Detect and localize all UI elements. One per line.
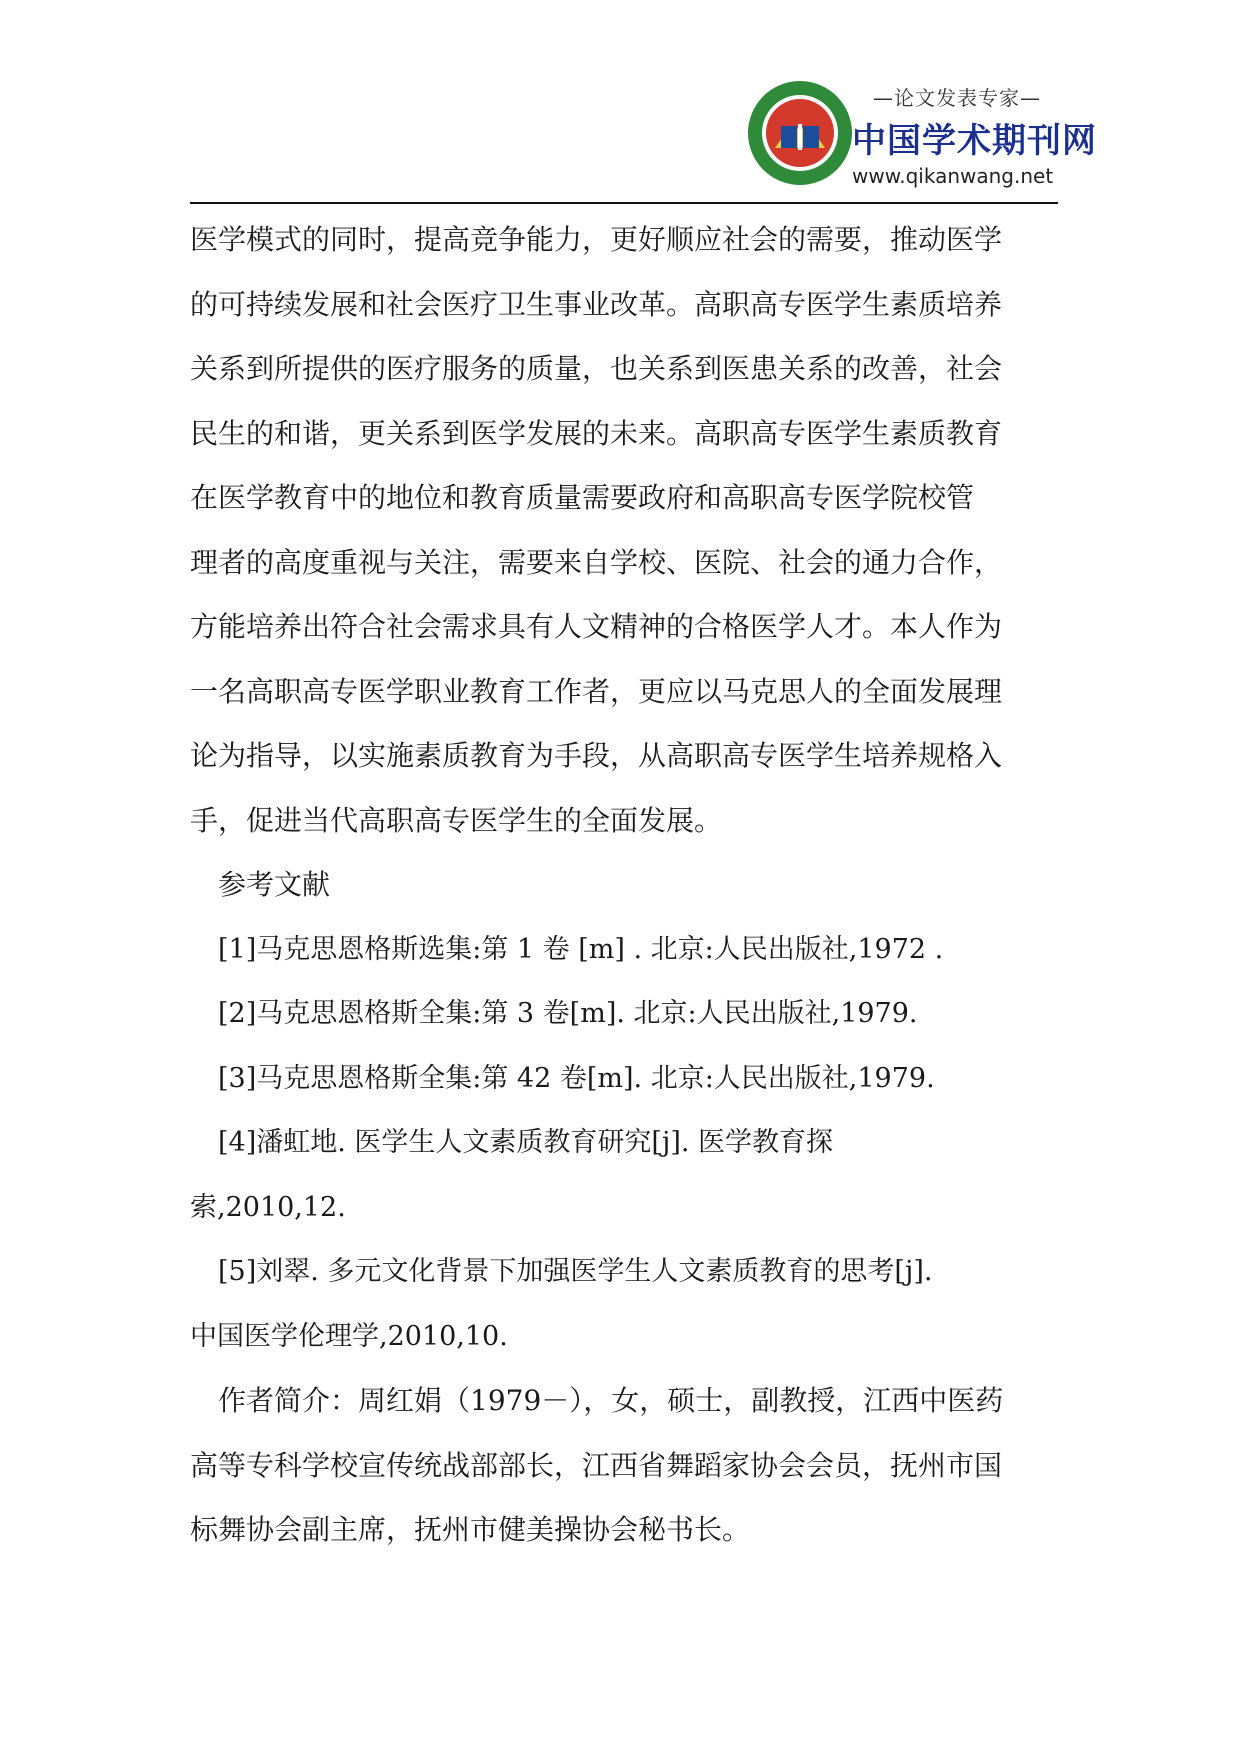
- paragraph-line: 理者的高度重视与关注，需要来自学校、医院、社会的通力合作，: [190, 545, 1003, 579]
- author-bio-line: 高等专科学校宣传统战部部长，江西省舞蹈家协会会员，抚州市国: [190, 1448, 1003, 1482]
- paragraph-line: 关系到所提供的医疗服务的质量，也关系到医患关系的改善，社会: [190, 352, 1003, 385]
- logo-site-name: 中国学术期刊网: [852, 121, 1097, 161]
- references-list: [190, 918, 1050, 1370]
- paragraph-line: 民生的和谐，更关系到医学发展的未来。高职高专医学生素质教育: [190, 416, 1003, 450]
- reference-item-5-continuation: 中国医学伦理学,2010,10.: [190, 1320, 508, 1352]
- author-bio: [190, 1369, 1050, 1563]
- paragraph-line: 一名高职高专医学职业教育工作者，更应以马克思人的全面发展理: [190, 674, 1003, 708]
- reference-item-4-continuation: 索,2010,12.: [190, 1191, 346, 1223]
- reference-item-1: [1]马克思恩格斯选集:第 1 卷 [m] . 北京:人民出版社,1972 .: [218, 933, 944, 965]
- document-body: [190, 208, 1050, 1563]
- reference-item-2: [2]马克思恩格斯全集:第 3 卷[m]. 北京:人民出版社,1979.: [218, 998, 918, 1029]
- page-header: [190, 70, 1097, 202]
- header-divider: [190, 202, 1058, 204]
- qikanwang-logo-emblem: [745, 78, 855, 188]
- reference-item-4: [4]潘虹地. 医学生人文素质教育研究[j]. 医学教育探: [218, 1127, 834, 1158]
- logo-slogan: —论文发表专家—: [873, 86, 1041, 110]
- paragraph-line: 手，促进当代高职高专医学生的全面发展。: [190, 803, 723, 837]
- qikanwang-logo-text: [852, 82, 1097, 188]
- references-heading: 参考文献: [218, 868, 331, 901]
- body-paragraph: [190, 208, 1050, 853]
- paragraph-line: 的可持续发展和社会医疗卫生事业改革。高职高专医学生素质培养: [190, 287, 1003, 321]
- reference-item-3: [3]马克思恩格斯全集:第 42 卷[m]. 北京:人民出版社,1979.: [218, 1062, 935, 1094]
- reference-item-5: [5]刘翠. 多元文化背景下加强医学生人文素质教育的思考[j].: [218, 1256, 933, 1287]
- author-bio-line: 标舞协会副主席，抚州市健美操协会秘书长。: [190, 1513, 751, 1546]
- paragraph-line: 医学模式的同时，提高竞争能力，更好顺应社会的需要，推动医学: [190, 223, 1003, 256]
- paragraph-line: 方能培养出符合社会需求具有人文精神的合格医学人才。本人作为: [190, 610, 1003, 643]
- logo-url: www.qikanwang.net: [852, 164, 1054, 188]
- paragraph-line: 在医学教育中的地位和教育质量需要政府和高职高专医学院校管: [190, 481, 975, 514]
- paragraph-line: 论为指导，以实施素质教育为手段，从高职高专医学生培养规格入: [190, 739, 1003, 772]
- author-bio-line: 作者简介：周红娟（1979－），女，硕士，副教授，江西中医药: [218, 1384, 1004, 1417]
